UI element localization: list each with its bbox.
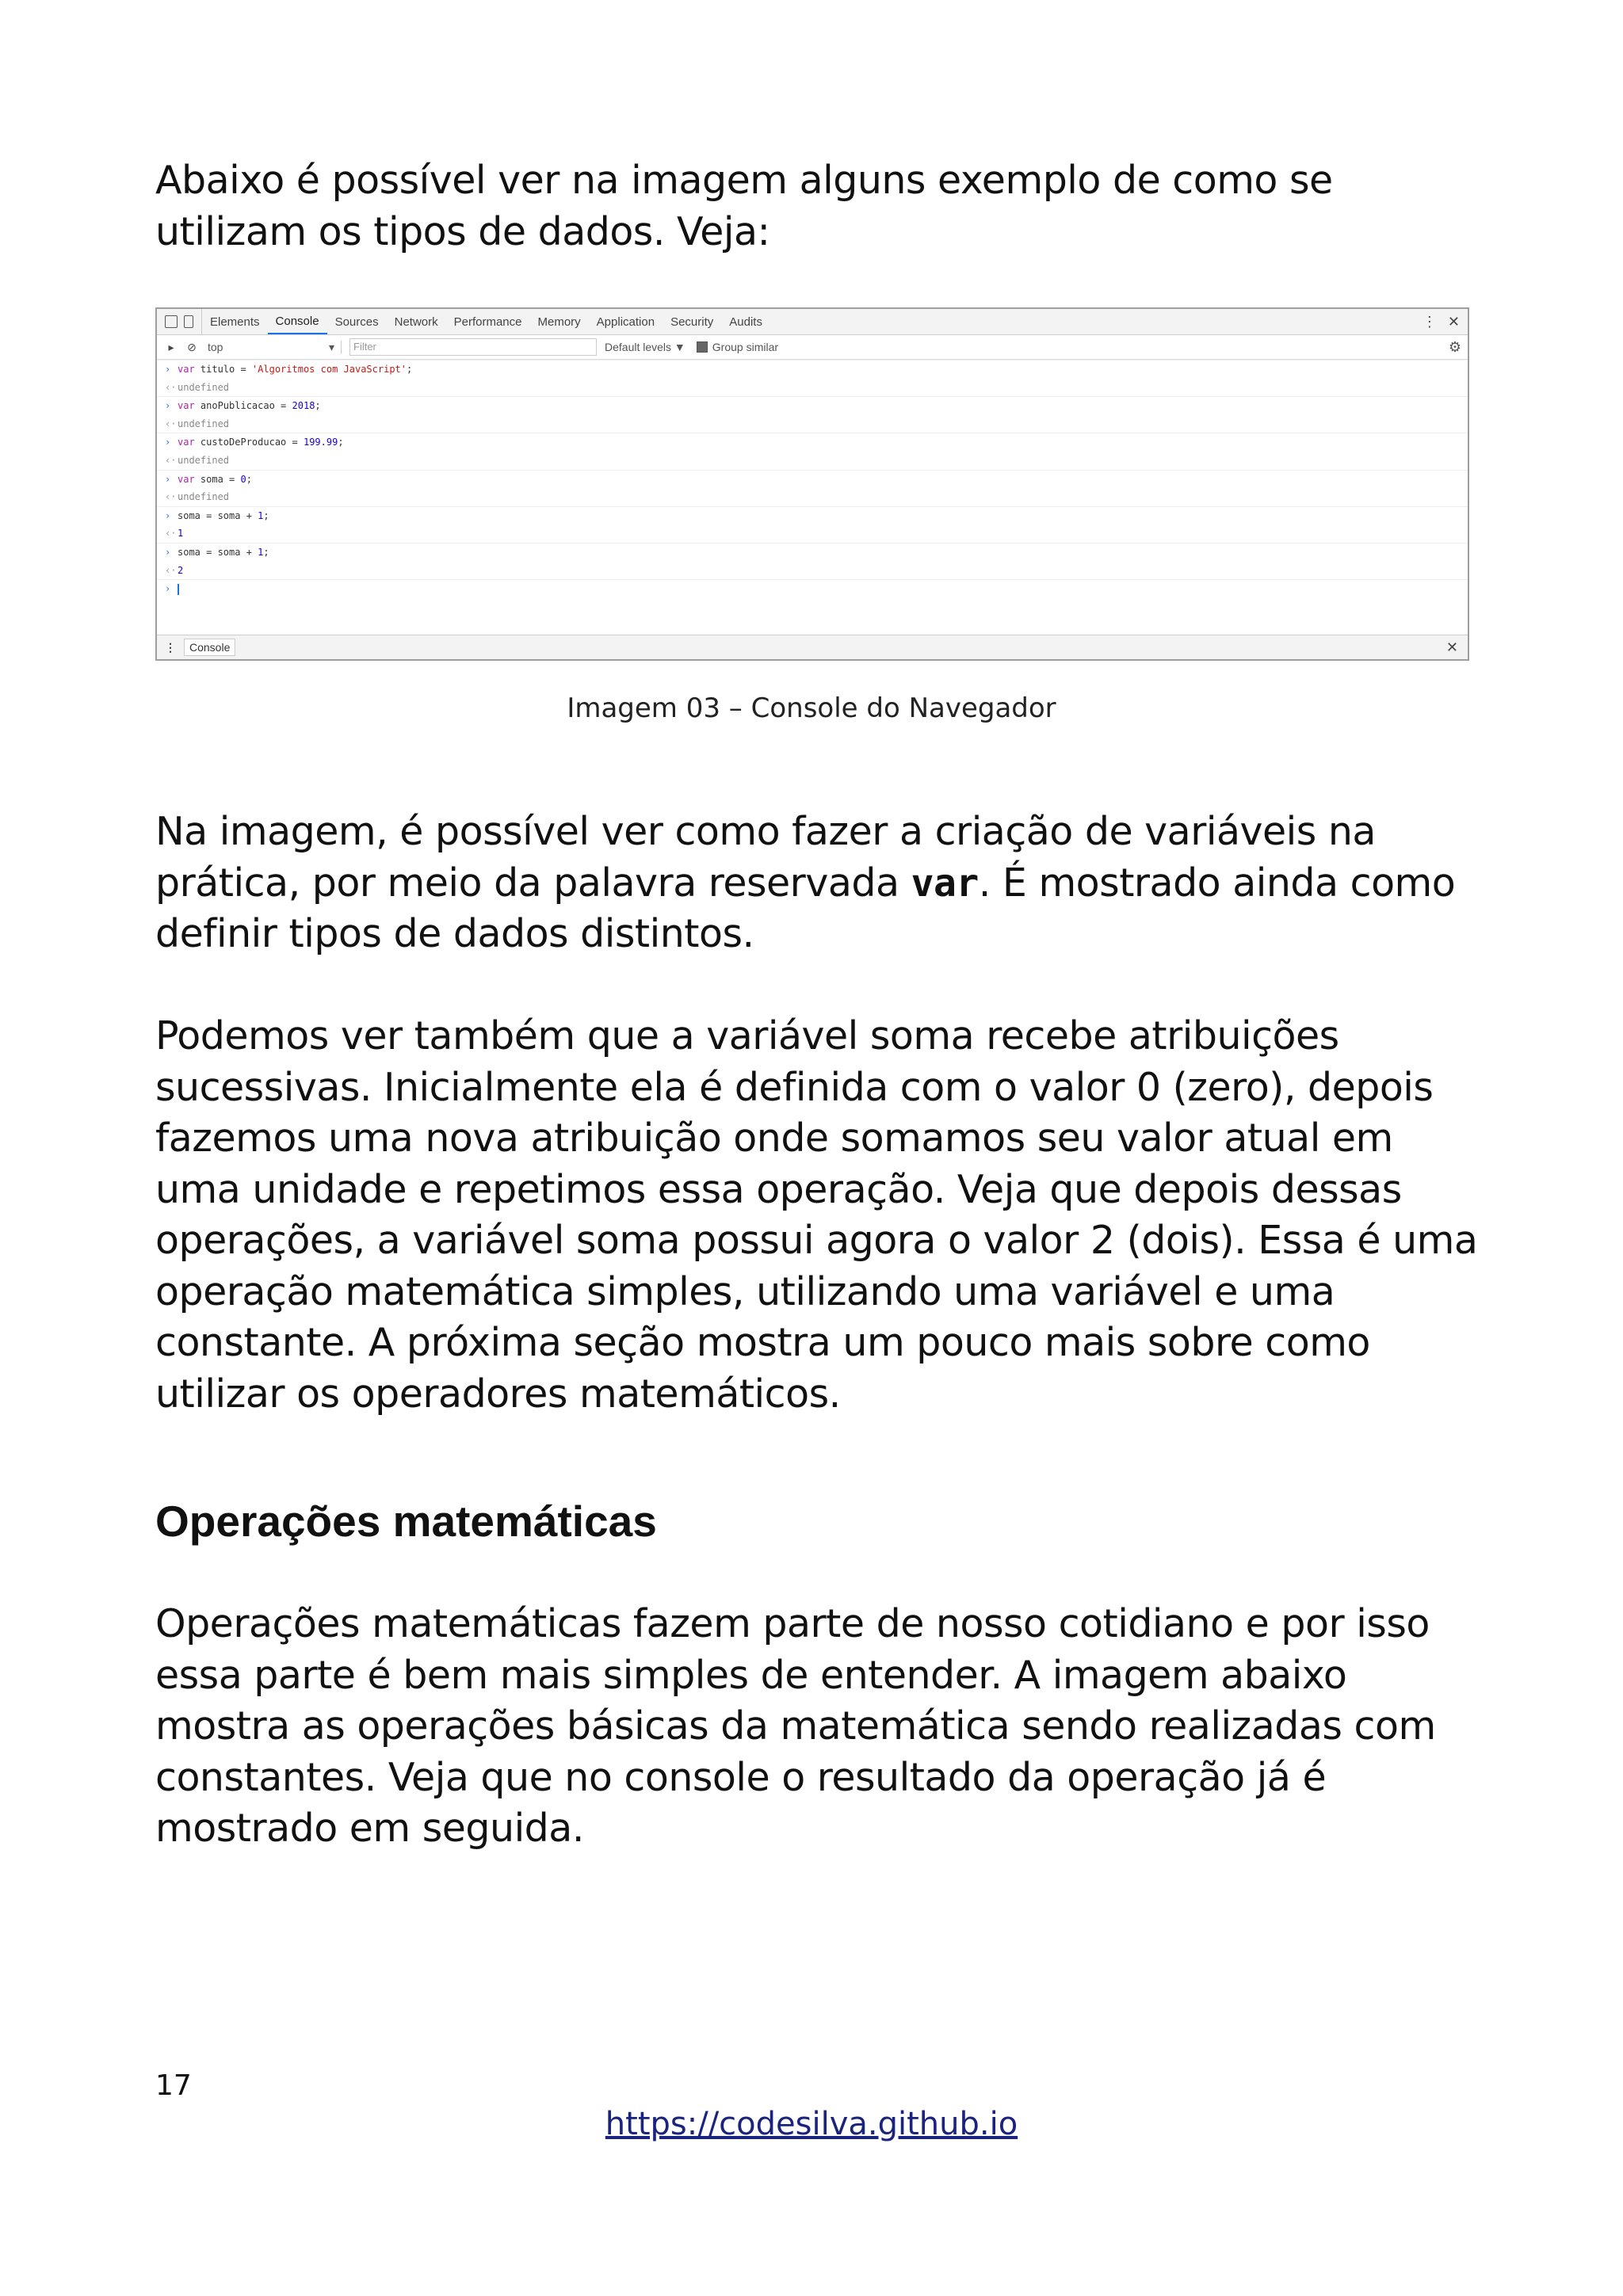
sidebar-toggle-icon: ▸ [168,340,174,353]
code-token: ; [263,546,269,558]
code-token: ; [315,400,321,412]
chevron-down-icon: ▾ [328,340,334,353]
clear-console-icon: ⊘ [187,340,197,353]
drawer-close-icon: ✕ [1445,639,1458,655]
levels-dropdown: Default levels ▼ [605,341,685,353]
devtools-tools [157,309,202,334]
code-token: var [178,437,195,448]
context-select [208,341,342,354]
tab-sources: Sources [334,315,379,329]
devtools-drawer [157,635,1468,659]
group-similar-toggle [697,341,778,353]
code-token: 'Algoritmos com JavaScript' [251,364,407,375]
output-value: undefined [178,454,230,466]
context-value: top [208,340,223,353]
code-token: var [178,364,195,375]
devtools-screenshot [155,307,1469,661]
console-filter-bar [157,335,1468,360]
console-input-line [157,543,1468,562]
code-token: ; [338,437,344,448]
code-token: 1 [258,509,264,521]
code-token: ; [246,473,252,485]
paragraph-operations: Operações matemáticas fazem parte de nosso cotidiano e por isso essa parte é bem mais simples de entender. A imagem abaixo mostra as operações básicas da matemática sendo realizadas com constantes. Veja que no console o resultado da operação já é mostrado em seguida. [155,1601,1436,1851]
code-token: custoDeProducao = [194,437,304,448]
code-token: 2018 [292,400,315,412]
drawer-tab-console: Console [184,639,235,656]
code-token: soma = soma + [178,546,258,558]
code-token: ; [407,364,413,375]
close-icon: ✕ [1447,313,1460,330]
output-value: undefined [178,491,230,503]
console-output-line [157,488,1468,506]
console-output-line [157,524,1468,543]
output-value: 1 [178,528,184,540]
tab-elements: Elements [210,315,260,329]
tab-console: Console [268,309,327,334]
tab-security: Security [670,315,714,329]
gear-icon: ⚙ [1448,338,1461,355]
code-token: anoPublicacao = [194,400,292,412]
output-value: undefined [178,418,230,429]
prompt-chevron-icon: › [165,473,171,485]
code-token: var [178,473,195,485]
console-output-line [157,452,1468,470]
more-options-icon: ⋮ [1422,313,1437,330]
output-value: 2 [178,564,184,576]
devtools-window-controls [1423,309,1460,334]
return-arrow-icon: ‹· [165,418,177,429]
code-token: ; [263,509,269,521]
inline-code-var: var [911,860,979,906]
console-input-line [157,433,1468,452]
return-arrow-icon: ‹· [165,491,177,503]
devtools-tab-bar [157,309,1468,335]
device-toggle-icon [184,315,193,328]
devtools-tabs [202,309,770,334]
console-input-line [157,506,1468,525]
console-output [157,360,1468,598]
drawer-menu-icon: ⋮ [165,640,176,654]
code-token: soma = soma + [178,509,258,521]
console-input-line [157,360,1468,379]
prompt-chevron-icon: › [165,509,171,521]
return-arrow-icon: ‹· [165,454,177,466]
console-input-line [157,396,1468,415]
footer-link[interactable]: https://codesilva.github.io [605,2106,1018,2142]
prompt-chevron-icon: › [165,400,171,412]
code-token: titulo = [194,364,252,375]
image-caption: Imagem 03 – Console do Navegador [567,692,1056,724]
tab-memory: Memory [537,315,581,329]
return-arrow-icon: ‹· [165,564,177,576]
code-token: 1 [258,546,264,558]
paragraph-variables-text-2: . É mostrado ainda como definir tipos de dados distintos. [155,860,1456,956]
console-output-line [157,562,1468,580]
prompt-chevron-icon: › [165,437,171,448]
text-cursor [178,584,179,595]
code-token: soma = [194,473,241,485]
code-token: 199.99 [303,437,338,448]
output-value: undefined [178,381,230,393]
console-output-line [157,415,1468,433]
tab-performance: Performance [453,315,522,329]
return-arrow-icon: ‹· [165,381,177,393]
section-heading: Operações matemáticas [155,1497,657,1546]
intro-paragraph: Abaixo é possível ver na imagem alguns exemplo de como se utilizam os tipos de dados. Veja: [155,158,1333,254]
tab-network: Network [394,315,438,329]
code-token: 0 [240,473,246,485]
tab-audits: Audits [729,315,762,329]
console-input-line [157,470,1468,489]
paragraph-variables-text-1: Na imagem, é possível ver como fazer a criação de variáveis na prática, por meio da palavra reservada [155,809,1376,906]
group-similar-label: Group similar [712,341,779,353]
tab-application: Application [596,315,655,329]
inspect-icon [165,315,178,328]
paragraph-soma: Podemos ver também que a variável soma recebe atribuições sucessivas. Inicialmente ela é definida com o valor 0 (zero), depois fazemos uma nova atribuição onde somamos seu valor atual em uma unidade e repetimos essa operação. Veja que depois dessas operações, a variável soma possui agora o valor 2 (dois). Essa é uma operação matemática simples, utilizando uma variável e uma constante. A próxima seção mostra um pouco mais sobre como utilizar os operadores matemáticos. [155,1013,1478,1417]
console-output-line [157,379,1468,397]
paragraph-variables [155,807,1487,960]
checkbox-icon [697,341,708,353]
filter-input: Filter [349,338,597,356]
prompt-chevron-icon: › [165,583,171,595]
prompt-chevron-icon: › [165,364,171,375]
return-arrow-icon: ‹· [165,528,177,540]
prompt-chevron-icon: › [165,546,171,558]
page-number: 17 [155,2069,192,2102]
code-token: var [178,400,195,412]
console-prompt-line [157,579,1468,598]
